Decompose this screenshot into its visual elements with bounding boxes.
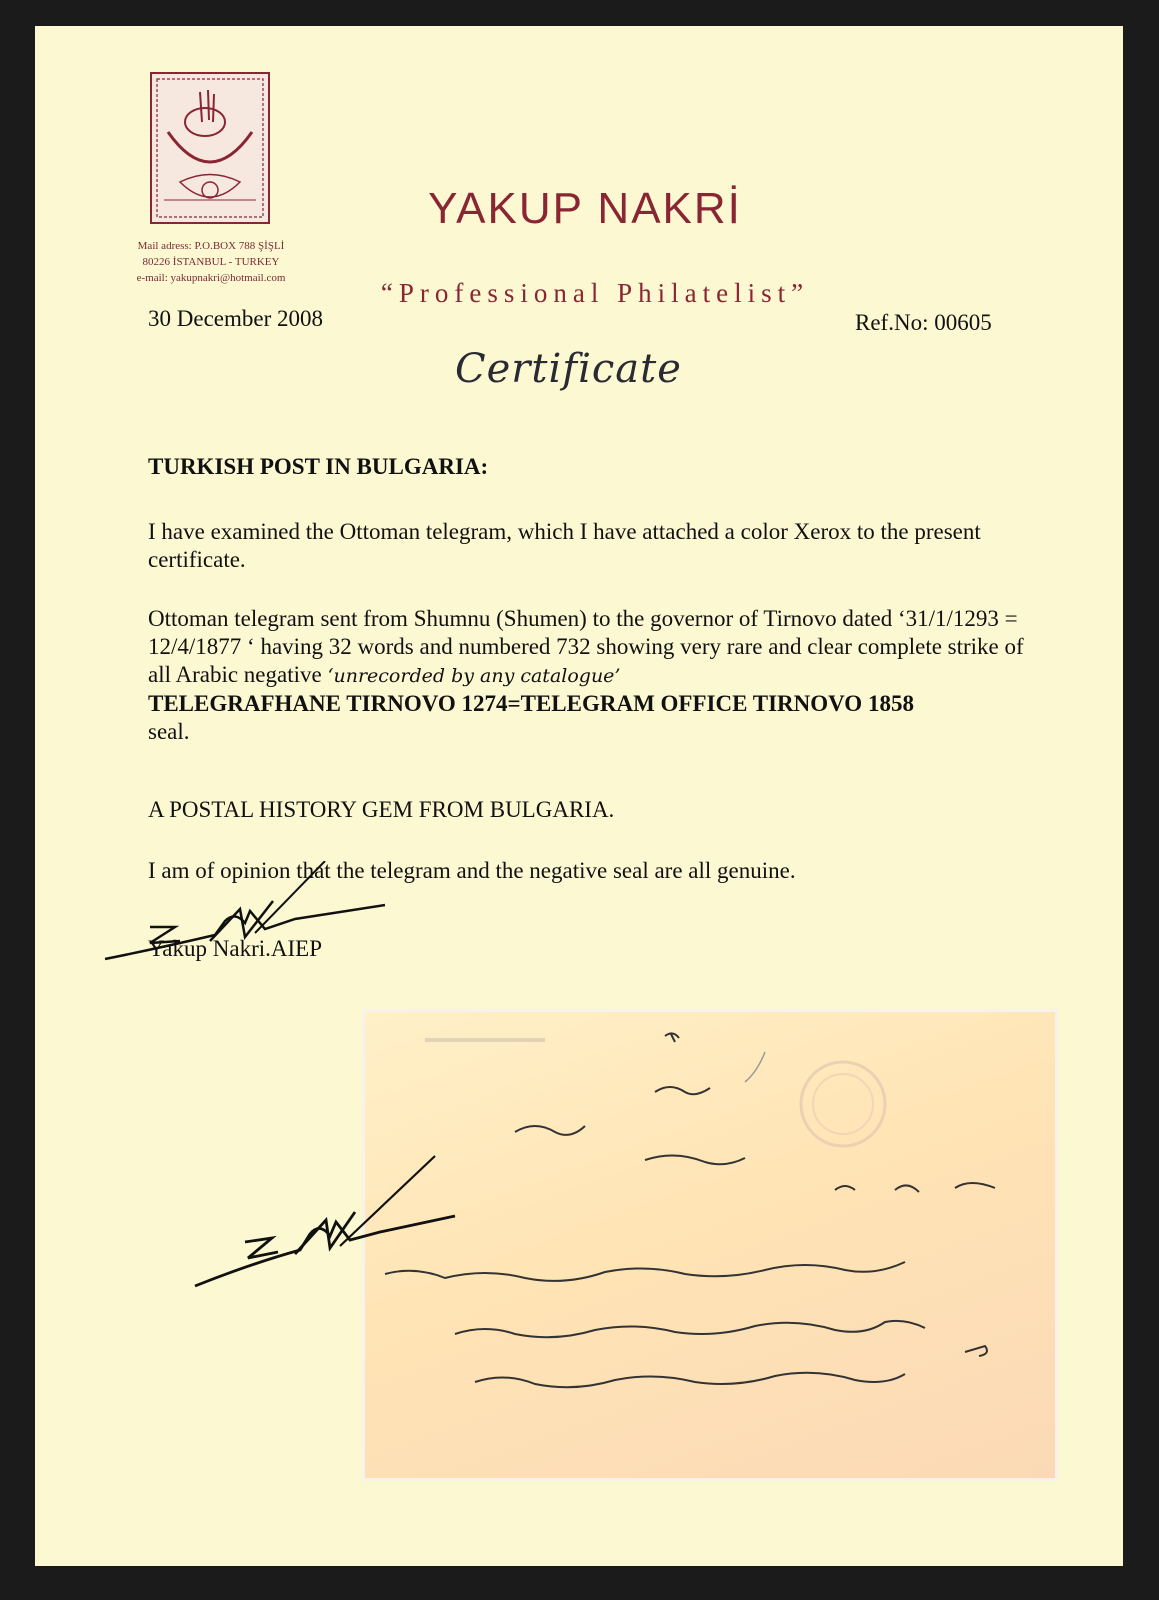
gem-statement: A POSTAL HISTORY GEM FROM BULGARIA. xyxy=(148,797,615,822)
description-paragraph xyxy=(148,605,1048,746)
reference-number: Ref.No: 00605 xyxy=(855,310,992,335)
handwritten-signature xyxy=(95,861,395,971)
certificate-sheet xyxy=(35,26,1123,1566)
telegram-script-drawing xyxy=(365,1012,1055,1478)
brand-name: YAKUP NAKRİ xyxy=(428,184,742,233)
seal-inscription: TELEGRAFHANE TIRNOVO 1274=TELEGRAM OFFICE TIRNOVO 1858 xyxy=(148,691,914,716)
mail-address-block xyxy=(111,238,311,286)
tagline: “Professional Philatelist” xyxy=(380,278,810,308)
examination-paragraph: I have examined the Ottoman telegram, which I have attached a color Xerox to the present certificate. xyxy=(148,519,981,572)
description-end: seal. xyxy=(148,719,190,744)
email-line: e-mail: yakupnakri@hotmail.com xyxy=(136,272,286,284)
signatory-name: Yakup Nakri.AIEP xyxy=(148,936,322,961)
unrecorded-note: ‘unrecorded by any catalogue’ xyxy=(327,665,621,687)
description-text: Ottoman telegram sent from Shumnu (Shumen) to the governor of Tirnovo dated ‘31/1/1293 = 12/4/1877 ‘ having 32 words and numbered 732 showing very rare and clear complete strike of all Arabic negative xyxy=(148,606,1024,687)
certificate-date: 30 December 2008 xyxy=(148,306,323,331)
certificate-title: Certificate xyxy=(455,346,682,392)
address-line-1: Mail adress: P.O.BOX 788 ŞİŞLİ xyxy=(137,240,285,252)
address-line-2: 80226 İSTANBUL - TURKEY xyxy=(142,256,280,268)
telegram-xerox-image xyxy=(365,1012,1055,1478)
tughra-stamp-logo xyxy=(150,72,270,224)
section-heading: TURKISH POST IN BULGARIA: xyxy=(148,454,489,479)
opinion-statement: I am of opinion that the telegram and the negative seal are all genuine. xyxy=(148,858,796,883)
signature-on-xerox xyxy=(190,1146,460,1296)
